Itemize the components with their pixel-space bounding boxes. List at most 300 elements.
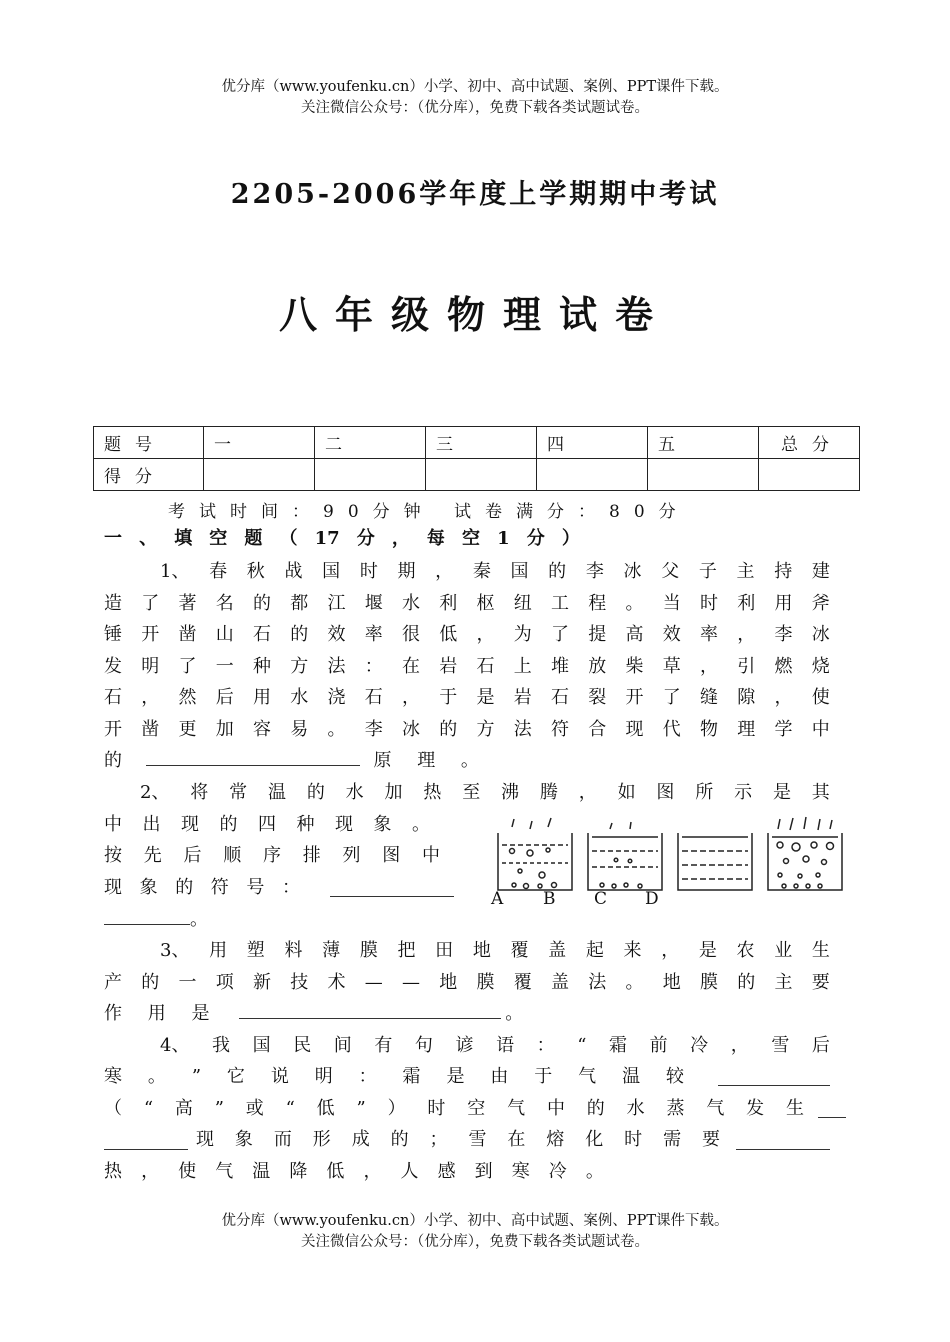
text-char: 石 <box>551 687 569 708</box>
text-char: 至 <box>462 782 481 803</box>
score-table-score-row <box>94 459 860 491</box>
text-char: 了 <box>551 624 569 645</box>
text-char: 。 <box>625 972 644 993</box>
q1-line-6 <box>104 714 830 746</box>
q1-line-4 <box>104 651 830 683</box>
text-char: ： <box>358 1066 377 1087</box>
text-char: 低 <box>316 1098 335 1119</box>
text-char: 语 <box>496 1035 515 1056</box>
score-cell: 三 <box>426 427 537 459</box>
text-char: 中 <box>104 814 122 835</box>
text-char: 的 <box>737 972 756 993</box>
text-char: 寒 <box>104 1066 122 1087</box>
text-char: 新 <box>253 972 271 993</box>
text-char: 种 <box>296 814 315 835</box>
text-char: 然 <box>178 687 197 708</box>
score-cell: 一 <box>204 427 315 459</box>
text-char: 主 <box>774 972 793 993</box>
text-char: 沸 <box>501 782 520 803</box>
q2-line-4 <box>104 872 300 904</box>
text-char: 开 <box>141 624 160 645</box>
q4-line-5 <box>104 1156 604 1188</box>
text-char: 隙 <box>737 687 756 708</box>
text-char: 感 <box>437 1161 456 1182</box>
score-input-cell[interactable] <box>426 459 537 491</box>
q4-answer-blank-2-start[interactable] <box>818 1097 846 1118</box>
text-char: 空 <box>467 1098 486 1119</box>
text-char: 生 <box>811 940 830 961</box>
text-char: 发 <box>104 656 122 677</box>
text-char: ， <box>661 940 680 961</box>
text-char: 膜 <box>700 972 718 993</box>
text-char: 水 <box>290 687 309 708</box>
text-char: 4、 <box>160 1035 190 1056</box>
beaker-label-b: B <box>543 889 556 909</box>
text-char: “ <box>577 1035 587 1056</box>
text-char: 气 <box>507 1098 526 1119</box>
text-char: 温 <box>252 1161 271 1182</box>
header-line-1: 优分库（www.youfenku.cn）小学、初中、高中试题、案例、PPT课件下载。 <box>221 79 729 95</box>
text-char: 名 <box>215 593 234 614</box>
text-char: 热 <box>104 1161 122 1182</box>
q3-line-1 <box>160 935 830 967</box>
q1-line-2 <box>104 588 830 620</box>
text-char: 石 <box>364 687 383 708</box>
text-char: 水 <box>345 782 364 803</box>
text-char: 气 <box>215 1161 234 1182</box>
text-char: 霜 <box>402 1066 421 1087</box>
text-char: 雪 <box>468 1129 487 1150</box>
text-char: 草 <box>662 656 681 677</box>
text-char: 引 <box>737 656 756 677</box>
text-char: 到 <box>474 1161 493 1182</box>
score-cell: 二 <box>315 427 426 459</box>
text-char: 地 <box>662 972 681 993</box>
text-char: 春 <box>209 561 228 582</box>
text-char: 在 <box>507 1129 526 1150</box>
text-char: 斧 <box>811 593 830 614</box>
text-char: 当 <box>662 593 681 614</box>
text-char: 填 <box>174 528 193 549</box>
text-char: 符 <box>210 877 229 898</box>
text-char: 农 <box>736 940 755 961</box>
text-char: 将 <box>190 782 209 803</box>
text-char: 放 <box>588 656 607 677</box>
score-table <box>93 426 860 491</box>
text-char: 盖 <box>551 972 569 993</box>
text-char: 更 <box>178 719 197 740</box>
text-char: 缝 <box>700 687 718 708</box>
text-char: 起 <box>585 940 604 961</box>
paper-title: 八年级物理试卷 <box>278 293 671 337</box>
text-char: 堆 <box>551 656 569 677</box>
text-char: 法 <box>588 972 607 993</box>
q4-line-3 <box>104 1093 804 1125</box>
footer-line-2: 关注微信公众号：（优分库），免费下载各类试题试卷。 <box>301 1234 649 1250</box>
text-char: 气 <box>706 1098 725 1119</box>
text-char: 的 <box>290 624 309 645</box>
text-char: 的 <box>253 593 271 614</box>
score-input-cell[interactable] <box>759 459 860 491</box>
text-char: 理 <box>737 719 756 740</box>
text-char: 地 <box>472 940 491 961</box>
text-char: ， <box>402 687 420 708</box>
score-input-cell[interactable] <box>648 459 759 491</box>
text-char: 使 <box>811 687 830 708</box>
exam-title: 2205-2006学年度上学期期中考试 <box>230 179 720 210</box>
text-char: 著 <box>178 593 197 614</box>
q1-line-3 <box>104 619 830 651</box>
text-char: 由 <box>490 1066 509 1087</box>
text-char: 了 <box>662 687 681 708</box>
text-char: 利 <box>439 593 458 614</box>
q2-answer-blank-1[interactable] <box>330 876 454 897</box>
text-char: 象 <box>234 1129 253 1150</box>
text-char: 开 <box>625 687 644 708</box>
text-char: 3、 <box>160 940 190 961</box>
beaker-d-icon <box>768 817 842 890</box>
text-char: 来 <box>623 940 642 961</box>
text-char: 中 <box>422 845 440 866</box>
text-char: 加 <box>384 782 403 803</box>
text-char: 燃 <box>774 656 793 677</box>
text-char: ： <box>364 656 383 677</box>
text-char: 石 <box>476 656 495 677</box>
text-char: 用 <box>209 940 228 961</box>
text-char: 顺 <box>223 845 242 866</box>
text-char: 示 <box>734 782 753 803</box>
text-char: 一 <box>215 656 234 677</box>
text-char: 枢 <box>476 593 495 614</box>
text-char: 要 <box>701 1129 720 1150</box>
beaker-a-icon <box>498 818 572 890</box>
q3-line-3 <box>104 998 830 1030</box>
text-char: 术 <box>327 972 346 993</box>
text-char: 效 <box>662 624 681 645</box>
text-char: 李 <box>364 719 383 740</box>
beaker-label-d: D <box>645 889 659 909</box>
text-char: — <box>364 972 383 993</box>
text-char: 冰 <box>811 624 830 645</box>
text-char: 时 <box>427 1098 446 1119</box>
text-char: 很 <box>402 624 420 645</box>
q3-answer-blank[interactable] <box>239 998 501 1019</box>
text-char: 句 <box>414 1035 433 1056</box>
score-cell: 四 <box>537 427 648 459</box>
text-char: 石 <box>253 624 271 645</box>
text-char: 象 <box>373 814 392 835</box>
q1-line-5 <box>104 682 830 714</box>
text-char: 水 <box>626 1098 645 1119</box>
text-char: 谚 <box>455 1035 474 1056</box>
text-char: 膜 <box>476 972 495 993</box>
text-char: 或 <box>245 1098 264 1119</box>
text-char: ） <box>561 528 580 549</box>
text-char: 持 <box>774 561 793 582</box>
text-char: 熔 <box>546 1129 565 1150</box>
q4-answer-blank-3[interactable] <box>736 1129 830 1150</box>
text-char: 图 <box>382 845 401 866</box>
score-table-header-row <box>94 427 860 459</box>
text-char: ， <box>141 687 160 708</box>
text-char: 物 <box>700 719 718 740</box>
text-char: 岩 <box>439 656 458 677</box>
text-char: 上 <box>513 656 532 677</box>
text-char: 四 <box>258 814 276 835</box>
text-char: 时 <box>700 593 718 614</box>
text-char: 温 <box>622 1066 641 1087</box>
text-char: 水 <box>402 593 420 614</box>
text-char: 的 <box>175 877 194 898</box>
text-char: 如 <box>617 782 636 803</box>
text-char: 石 <box>104 687 122 708</box>
text-char: 代 <box>662 719 681 740</box>
text-char: 李 <box>774 624 793 645</box>
text-char: ， <box>435 561 454 582</box>
text-char: ， <box>578 782 597 803</box>
text-char: 明 <box>141 656 160 677</box>
text-char: 现 <box>335 814 353 835</box>
text-char: ” <box>191 1066 202 1087</box>
text-char: ， <box>141 1161 160 1182</box>
text-char: 说 <box>270 1066 289 1087</box>
text-char: 的 <box>390 1129 409 1150</box>
text-char: 现 <box>104 877 122 898</box>
q4-line-4 <box>196 1124 720 1156</box>
text-char: 国 <box>252 1035 271 1056</box>
text-char: 温 <box>267 782 286 803</box>
score-cell: 五 <box>648 427 759 459</box>
text-char: 它 <box>226 1066 245 1087</box>
section-1-heading <box>104 523 580 555</box>
text-char: 种 <box>253 656 271 677</box>
text-char: 岩 <box>513 687 532 708</box>
q1-line-7 <box>104 745 830 777</box>
text-char: 排 <box>302 845 321 866</box>
text-char: ； <box>429 1129 448 1150</box>
text-char: 用 <box>774 593 793 614</box>
text-char: （ <box>279 528 298 549</box>
text-char: 使 <box>178 1161 197 1182</box>
text-char: 是 <box>476 687 495 708</box>
text-char: 了 <box>141 593 160 614</box>
text-char: 、 <box>139 528 158 549</box>
text-char: 期 <box>397 561 416 582</box>
q3-text-end: 。 <box>505 1003 524 1024</box>
text-char: 业 <box>774 940 793 961</box>
q2-line-2 <box>104 809 430 841</box>
text-char: 用 <box>253 687 271 708</box>
text-char: 后 <box>215 687 234 708</box>
text-char: 雪 <box>771 1035 790 1056</box>
text-char: 霜 <box>609 1035 628 1056</box>
q1-answer-blank[interactable] <box>146 745 360 766</box>
text-char: 每 <box>426 528 445 549</box>
text-char: 时 <box>359 561 378 582</box>
text-char: 现 <box>181 814 199 835</box>
q2-line-3 <box>104 840 440 872</box>
text-char: 现 <box>196 1129 214 1150</box>
text-char: 蒸 <box>666 1098 685 1119</box>
text-char: 产 <box>104 972 122 993</box>
text-char: 浇 <box>327 687 346 708</box>
q2-line-1 <box>140 777 830 809</box>
score-cell: 题号 <box>94 427 204 459</box>
text-char: 在 <box>402 656 420 677</box>
text-char: 1 <box>497 528 510 549</box>
text-char: 冷 <box>548 1161 567 1182</box>
text-char: 率 <box>700 624 718 645</box>
text-char: 法 <box>327 656 346 677</box>
text-char: 国 <box>510 561 529 582</box>
text-char: 序 <box>263 845 281 866</box>
text-char: 是 <box>446 1066 465 1087</box>
text-char: 柴 <box>625 656 644 677</box>
text-char: 冰 <box>623 561 642 582</box>
text-char: 山 <box>215 624 234 645</box>
text-char: 题 <box>244 528 263 549</box>
text-char: 工 <box>551 593 569 614</box>
text-char: 。 <box>585 1161 604 1182</box>
text-char: 寒 <box>511 1161 530 1182</box>
text-char: 秋 <box>246 561 265 582</box>
text-char: 都 <box>290 593 309 614</box>
text-char: 技 <box>290 972 309 993</box>
text-char: 1、 <box>160 561 190 582</box>
text-char: 人 <box>400 1161 419 1182</box>
text-char: 空 <box>209 528 228 549</box>
text-char: 烧 <box>811 656 830 677</box>
beaker-label-a: A <box>491 889 504 909</box>
text-char: 后 <box>811 1035 830 1056</box>
text-char: 为 <box>513 624 532 645</box>
score-input-cell[interactable] <box>315 459 426 491</box>
text-char: （ <box>104 1098 122 1119</box>
text-char: 的 <box>548 561 567 582</box>
header-line-2: 关注微信公众号：（优分库），免费下载各类试题试卷。 <box>301 100 649 116</box>
beaker-label-c: C <box>594 889 608 909</box>
text-char: 于 <box>534 1066 553 1087</box>
text-char: ） <box>387 1098 406 1119</box>
text-char: 膜 <box>359 940 378 961</box>
text-char: 合 <box>588 719 607 740</box>
text-char: 了 <box>178 656 197 677</box>
text-char: 的 <box>586 1098 605 1119</box>
text-char: 其 <box>811 782 830 803</box>
text-char: 较 <box>665 1066 684 1087</box>
q4-answer-blank-1[interactable] <box>718 1065 830 1086</box>
text-char: 低 <box>326 1161 345 1182</box>
text-char: 形 <box>312 1129 331 1150</box>
text-char: 凿 <box>178 624 197 645</box>
beaker-b-icon <box>588 822 662 890</box>
text-char: 建 <box>811 561 830 582</box>
text-char: 。 <box>327 719 346 740</box>
score-input-cell[interactable] <box>537 459 648 491</box>
beaker-c-icon <box>678 833 752 890</box>
text-char: 。 <box>412 814 430 835</box>
text-char: 的 <box>219 814 238 835</box>
text-char: 。 <box>147 1066 166 1087</box>
score-input-cell[interactable] <box>204 459 315 491</box>
text-char: 常 <box>229 782 248 803</box>
text-char: 塑 <box>246 940 265 961</box>
text-char: 后 <box>183 845 202 866</box>
text-char: 秦 <box>472 561 491 582</box>
text-char: 覆 <box>510 940 529 961</box>
text-char: 中 <box>546 1098 565 1119</box>
text-char: 的 <box>141 972 160 993</box>
text-char: 分 <box>356 528 375 549</box>
text-char: 项 <box>215 972 234 993</box>
text-char: 先 <box>143 845 162 866</box>
text-char: ： <box>536 1035 555 1056</box>
text-char: 高 <box>625 624 644 645</box>
text-char: 李 <box>585 561 604 582</box>
text-char: 一 <box>178 972 197 993</box>
text-char: 腾 <box>539 782 558 803</box>
text-char: 江 <box>327 593 346 614</box>
text-char: ， <box>363 1161 382 1182</box>
text-char: 中 <box>811 719 830 740</box>
text-char: 凿 <box>141 719 160 740</box>
text-char: 子 <box>698 561 717 582</box>
q4-answer-blank-2-end[interactable] <box>104 1129 188 1150</box>
text-char: ， <box>476 624 495 645</box>
q1-line-1 <box>160 556 830 588</box>
text-char: “ <box>143 1098 154 1119</box>
text-char: 把 <box>397 940 416 961</box>
text-char: 冰 <box>402 719 420 740</box>
text-char: 17 <box>314 528 340 549</box>
text-char: 而 <box>273 1129 292 1150</box>
text-char: 化 <box>585 1129 604 1150</box>
text-char: 成 <box>351 1129 370 1150</box>
text-char: 盖 <box>548 940 567 961</box>
text-char: 一 <box>104 528 122 549</box>
text-char: 冷 <box>690 1035 709 1056</box>
text-char: 程 <box>588 593 607 614</box>
text-char: 方 <box>290 656 309 677</box>
text-char: 降 <box>289 1161 308 1182</box>
text-char: 生 <box>786 1098 804 1119</box>
text-char: 要 <box>811 972 830 993</box>
text-char: — <box>402 972 420 993</box>
text-char: 前 <box>649 1035 668 1056</box>
text-char: 的 <box>306 782 325 803</box>
text-char: 现 <box>625 719 644 740</box>
text-char: 空 <box>462 528 480 549</box>
text-char: 象 <box>139 877 158 898</box>
text-char: 时 <box>624 1129 643 1150</box>
q4-line-1 <box>160 1030 830 1062</box>
text-char: 我 <box>212 1035 231 1056</box>
text-char: 间 <box>333 1035 352 1056</box>
text-char: 分 <box>526 528 545 549</box>
text-char: 号 <box>246 877 265 898</box>
text-char: 方 <box>476 719 495 740</box>
text-char: 加 <box>215 719 234 740</box>
footer-line-1: 优分库（www.youfenku.cn）小学、初中、高中试题、案例、PPT课件下载。 <box>221 1213 729 1229</box>
text-char: ， <box>774 687 793 708</box>
text-char: 出 <box>142 814 161 835</box>
text-char: 容 <box>253 719 271 740</box>
q2-answer-blank-2[interactable] <box>104 904 190 925</box>
text-char: 符 <box>551 719 569 740</box>
text-char: 所 <box>695 782 714 803</box>
q3-text: 作 用 是 <box>104 1003 220 1024</box>
text-char: 战 <box>284 561 303 582</box>
